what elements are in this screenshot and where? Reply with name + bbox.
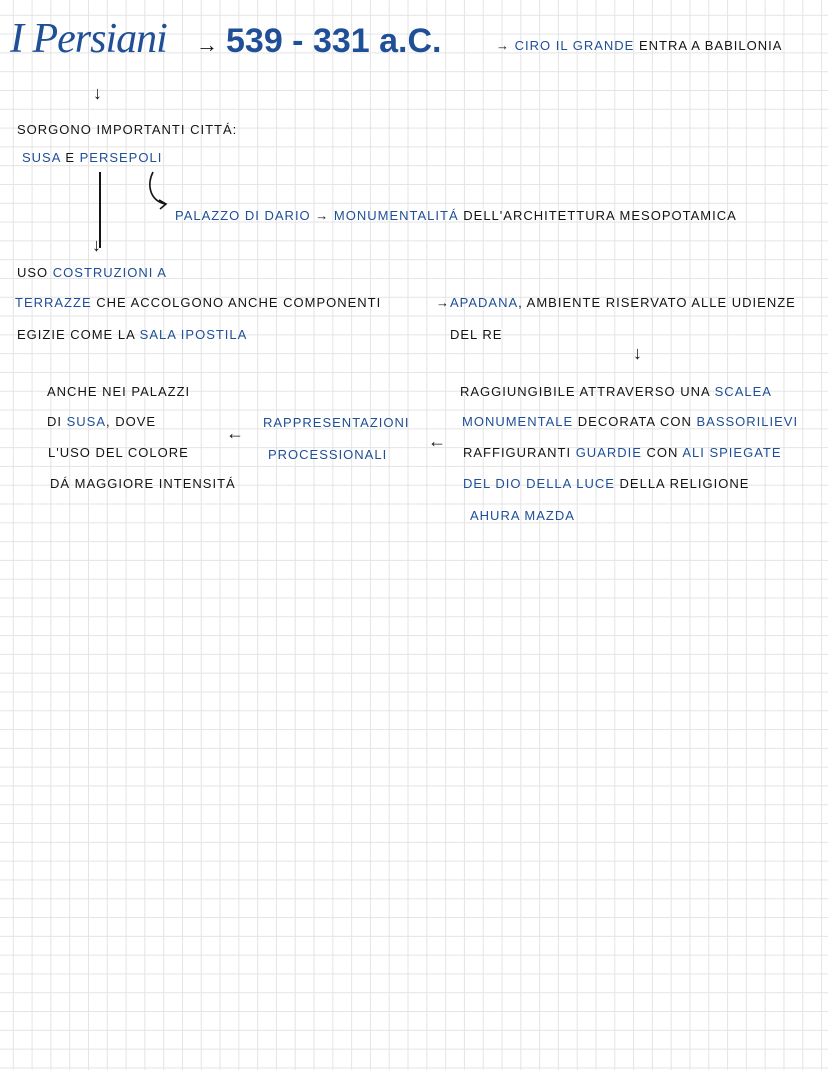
title-dates: 539 - 331 a.C.: [226, 22, 442, 60]
curved-arrow-icon: [145, 170, 181, 212]
palazzo-line: [175, 208, 737, 224]
text: EGIZIE COME LA: [17, 327, 136, 342]
text: USO: [17, 265, 49, 280]
susa-text: SUSA: [22, 150, 61, 165]
palazzi-line-4: DÁ MAGGIORE INTENSITÁ: [50, 476, 236, 491]
text: CHE ACCOLGONO ANCHE COMPONENTI: [96, 295, 382, 310]
header-note: [496, 38, 782, 54]
text: DECORATA CON: [577, 414, 692, 429]
scalea-line-5: AHURA MAZDA: [470, 508, 575, 523]
text: COSTRUZIONI A: [52, 265, 167, 280]
ciro-text: CIRO IL GRANDE: [514, 38, 635, 53]
left-arrow-icon: ←: [428, 431, 446, 451]
right-arrow-icon: →: [496, 38, 510, 53]
scalea-line-1: [460, 384, 772, 400]
architettura-text: DELL'ARCHITETTURA MESOPOTAMICA: [463, 208, 737, 223]
right-arrow-icon: →: [436, 295, 450, 310]
text: RAFFIGURANTI: [463, 445, 572, 460]
scalea-line-3: [463, 445, 782, 461]
palazzo-dario-text: PALAZZO DI DARIO: [175, 208, 311, 223]
persepoli-text: PERSEPOLI: [79, 150, 163, 165]
cities-list: [22, 150, 162, 166]
text: ALI SPIEGATE: [682, 445, 782, 460]
down-arrow-icon: ↓: [633, 343, 642, 363]
text: SUSA: [66, 414, 107, 429]
text: DI: [47, 414, 62, 429]
and-text: E: [65, 150, 75, 165]
text: SCALEA: [714, 384, 772, 399]
text: APADANA: [450, 295, 519, 310]
text: DEL DIO DELLA LUCE: [463, 476, 615, 491]
down-arrow-icon: ↓: [92, 235, 101, 255]
apadana-line-2: DEL RE: [450, 327, 503, 342]
text: MONUMENTALE: [462, 414, 574, 429]
palazzi-line-1: ANCHE NEI PALAZZI: [47, 384, 191, 399]
cities-heading: SORGONO IMPORTANTI CITTÁ:: [17, 122, 238, 137]
text: GUARDIE: [575, 445, 642, 460]
scalea-line-2: [462, 414, 798, 430]
text: DELLA RELIGIONE: [619, 476, 750, 491]
apadana-line-1: [436, 295, 796, 311]
rappresentazioni-line-1: RAPPRESENTAZIONI: [263, 415, 410, 430]
text: SALA IPOSTILA: [139, 327, 248, 342]
babilonia-text: ENTRA A BABILONIA: [638, 38, 783, 53]
text: , AMBIENTE RISERVATO ALLE UDIENZE: [518, 295, 796, 310]
terrazze-line-1: [17, 265, 167, 281]
right-arrow-icon: →: [196, 32, 218, 57]
down-arrow-icon: ↓: [93, 83, 102, 103]
rappresentazioni-line-2: PROCESSIONALI: [268, 447, 388, 462]
text: CON: [646, 445, 679, 460]
title-persiani: I Persiani: [10, 16, 167, 62]
terrazze-line-3: [17, 327, 247, 343]
text: , DOVE: [106, 414, 157, 429]
text: BASSORILIEVI: [696, 414, 799, 429]
right-arrow-icon: →: [315, 208, 330, 223]
palazzi-line-2: [47, 414, 156, 430]
scalea-line-4: [463, 476, 749, 492]
text: TERRAZZE: [15, 295, 92, 310]
monumentalita-text: MONUMENTALITÁ: [333, 208, 459, 223]
text: RAGGIUNGIBILE ATTRAVERSO UNA: [460, 384, 711, 399]
left-arrow-icon: ←: [226, 423, 244, 443]
terrazze-line-2: [15, 295, 381, 311]
palazzi-line-3: L'USO DEL COLORE: [48, 445, 189, 460]
